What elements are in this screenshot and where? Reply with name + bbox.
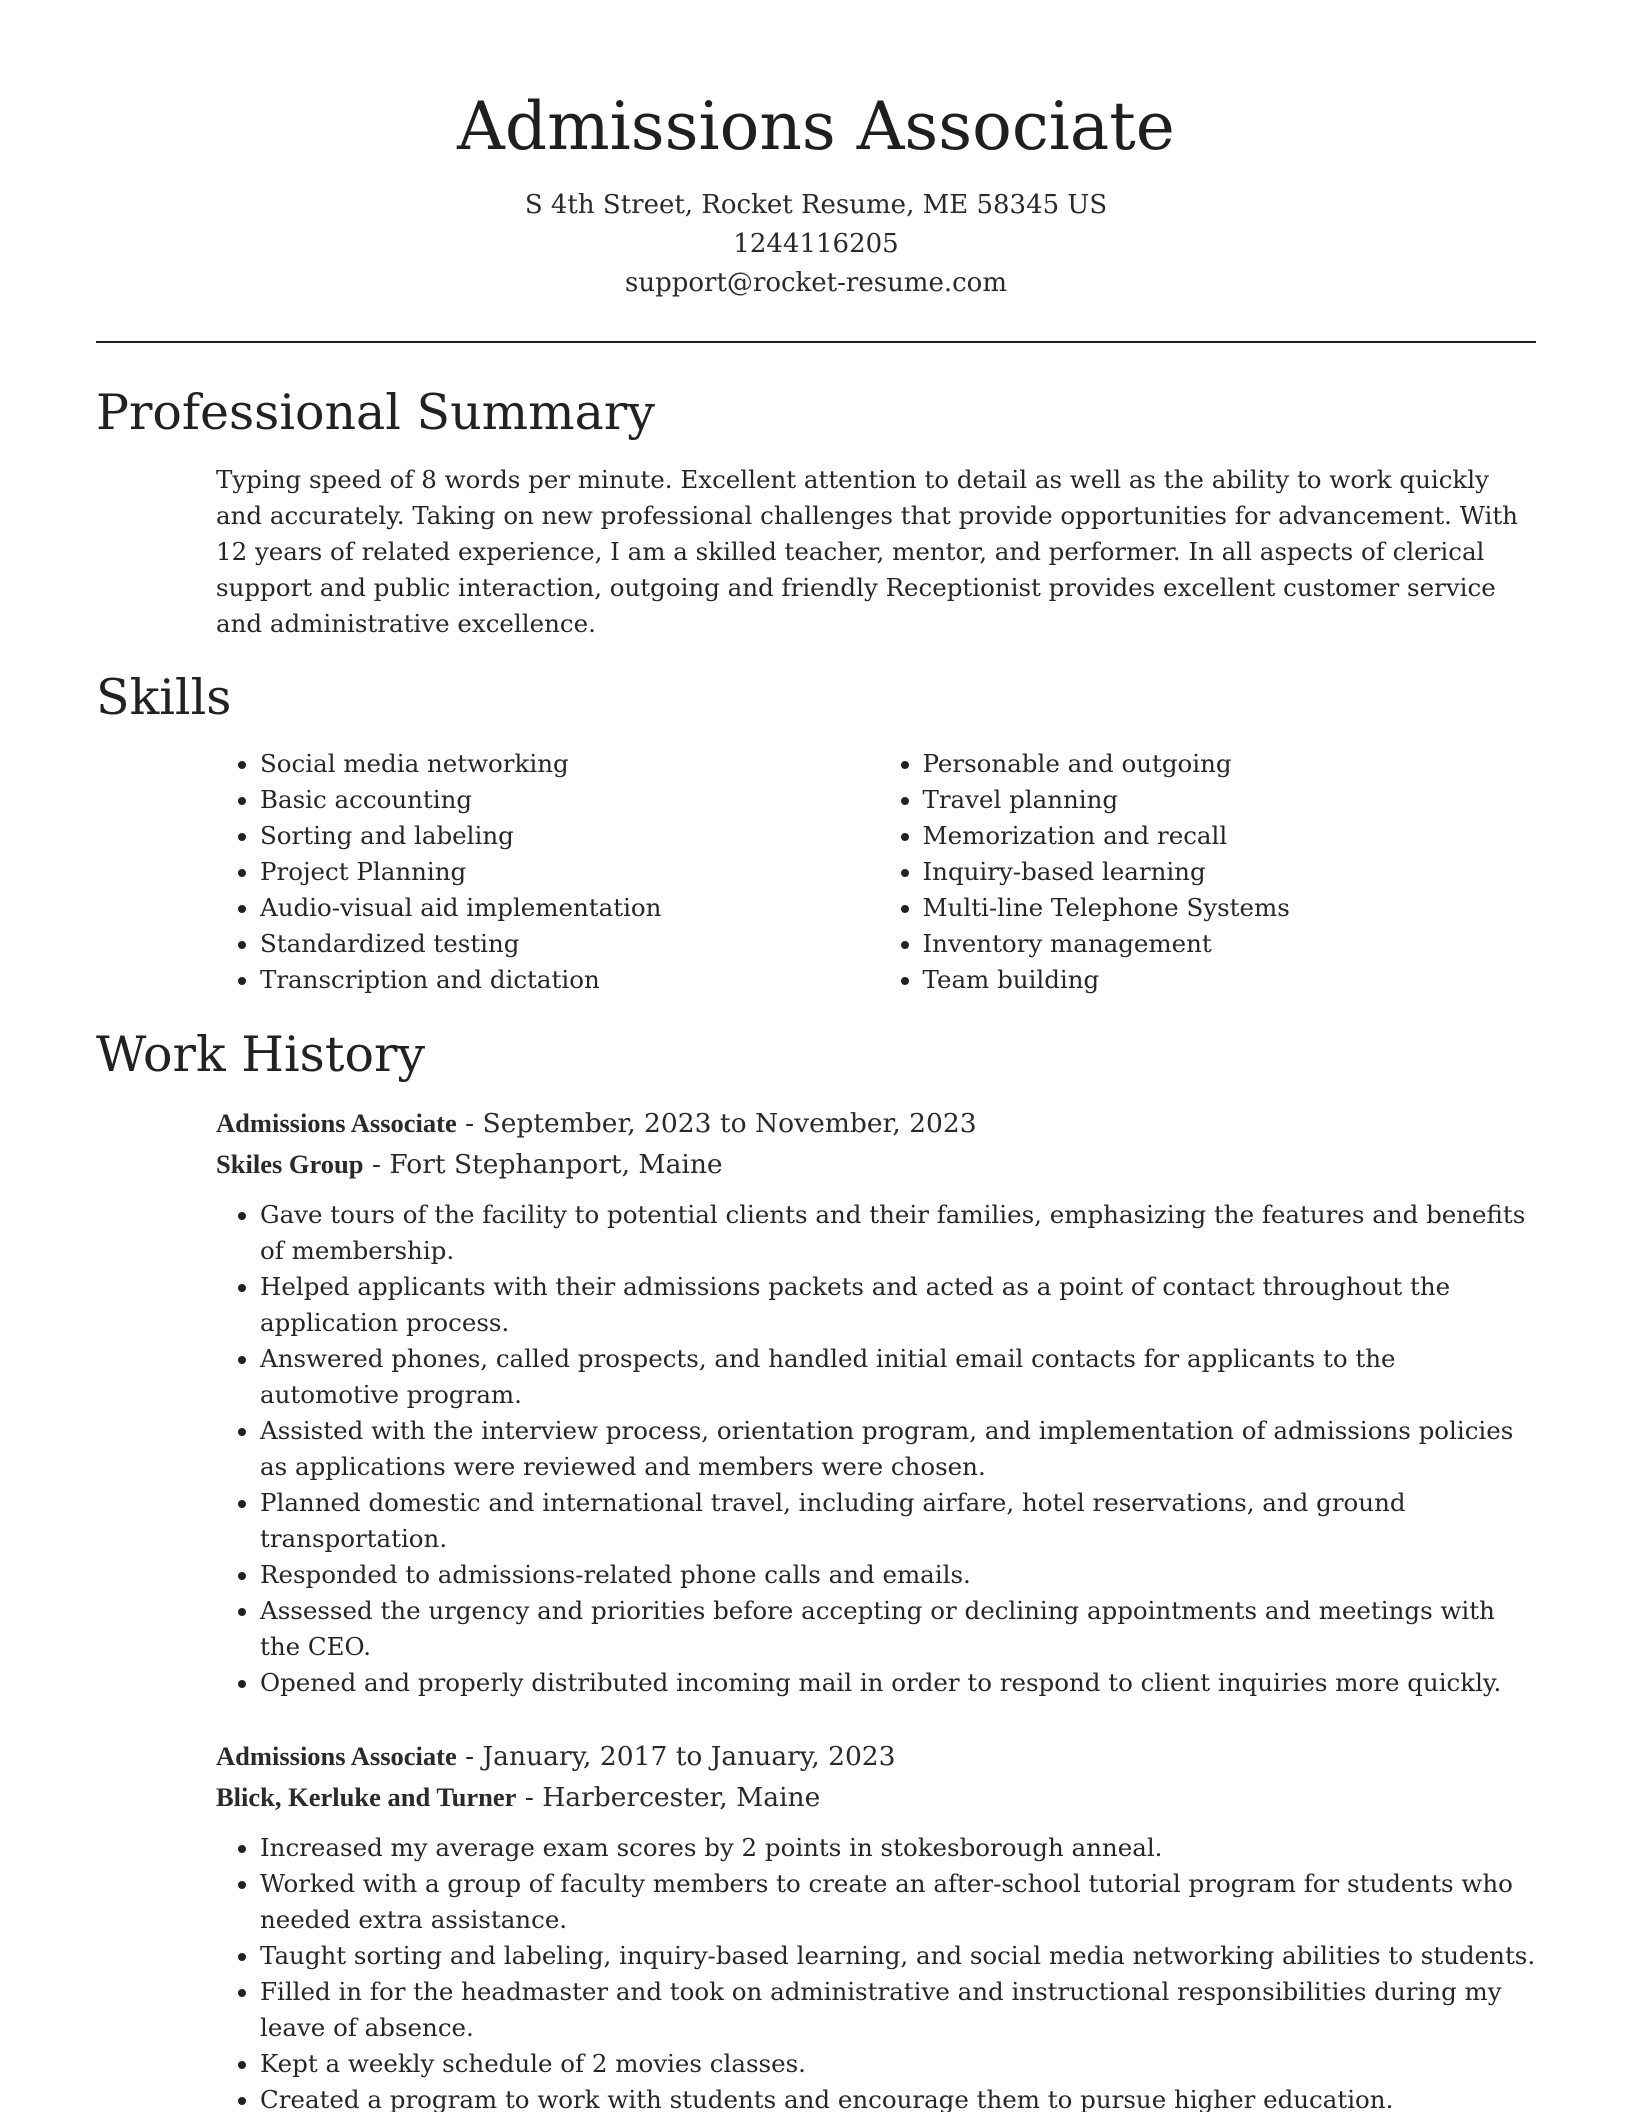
job-company: Skiles Group — [216, 1149, 364, 1179]
skills-list — [216, 746, 1541, 998]
work-history-heading: Work History — [96, 1026, 426, 1083]
duty-item: • Worked with a group of faculty members to create an after-school tutorial program for students who needed extra assistance. — [260, 1866, 1541, 1938]
job-location: - Harbercester, Maine — [516, 1782, 821, 1813]
contact-block — [0, 186, 1632, 303]
job-location: - Fort Stephanport, Maine — [363, 1149, 723, 1180]
job-dates: - January, 2017 to January, 2023 — [456, 1741, 896, 1772]
duty-item: • Assessed the urgency and priorities before accepting or declining appointments and meetings with the CEO. — [260, 1593, 1541, 1665]
skill-item: • Team building — [923, 962, 1542, 998]
summary-text: Typing speed of 8 words per minute. Excellent attention to detail as well as the ability to work quickly and accurately. Taking on new professional challenges that provide opportunities for advancement. With 12 years of related experience, I am a skilled teacher, mentor, and performer. In all aspects of clerical support and public interaction, outgoing and friendly Receptionist provides excellent customer service and administrative excellence. — [216, 465, 1518, 638]
duty-item: • Answered phones, called prospects, and handled initial email contacts for applicants to the automotive program. — [260, 1341, 1541, 1413]
candidate-name: Admissions Associate — [457, 88, 1175, 165]
skill-item: • Standardized testing — [260, 926, 879, 962]
email-line: support@rocket-resume.com — [624, 268, 1007, 298]
duty-item: • Increased my average exam scores by 2 points in stokesborough anneal. — [260, 1830, 1541, 1866]
duty-item: • Helped applicants with their admissions packets and acted as a point of contact throughout the application process. — [260, 1269, 1541, 1341]
duty-item: • Taught sorting and labeling, inquiry-based learning, and social media networking abilities to students. — [260, 1938, 1541, 1974]
duty-item: • Planned domestic and international travel, including airfare, hotel reservations, and ground transportation. — [260, 1485, 1541, 1557]
job-duties — [216, 1830, 1541, 2112]
summary-heading: Professional Summary — [96, 384, 655, 441]
skill-item: • Social media networking — [260, 746, 879, 782]
skill-item: • Inventory management — [923, 926, 1542, 962]
job-title-line — [216, 1736, 1541, 1777]
skill-item: • Audio-visual aid implementation — [260, 890, 879, 926]
duty-item: • Kept a weekly schedule of 2 movies classes. — [260, 2046, 1541, 2082]
skill-item: • Transcription and dictation — [260, 962, 879, 998]
skills-heading: Skills — [96, 669, 232, 726]
address-line: S 4th Street, Rocket Resume, ME 58345 US — [524, 190, 1108, 220]
phone-line: 1244116205 — [733, 229, 899, 259]
header-divider — [96, 341, 1536, 343]
skills-column-right — [879, 746, 1542, 998]
job-duties — [216, 1197, 1541, 1701]
job-company-line — [216, 1144, 1541, 1185]
skill-item: • Sorting and labeling — [260, 818, 879, 854]
job-role: Admissions Associate — [216, 1741, 457, 1771]
resume-header — [0, 0, 1632, 303]
skills-column-left — [216, 746, 879, 998]
skill-item: • Memorization and recall — [923, 818, 1542, 854]
duty-item: • Filled in for the headmaster and took on administrative and instructional responsibilities during my leave of absence. — [260, 1974, 1541, 2046]
skill-item: • Basic accounting — [260, 782, 879, 818]
duty-item: • Responded to admissions-related phone calls and emails. — [260, 1557, 1541, 1593]
job-company: Blick, Kerluke and Turner — [216, 1782, 517, 1812]
job-title-line — [216, 1103, 1541, 1144]
duty-item: • Created a program to work with students and encourage them to pursue higher education. — [260, 2082, 1541, 2112]
skill-item: • Travel planning — [923, 782, 1542, 818]
skill-item: • Multi-line Telephone Systems — [923, 890, 1542, 926]
skill-item: • Personable and outgoing — [923, 746, 1542, 782]
duty-item: • Opened and properly distributed incoming mail in order to respond to client inquiries more quickly. — [260, 1665, 1541, 1701]
job-dates: - September, 2023 to November, 2023 — [456, 1108, 977, 1139]
job-entry — [216, 1736, 1541, 2112]
job-entry — [216, 1103, 1541, 1701]
duty-item: • Gave tours of the facility to potential clients and their families, emphasizing the features and benefits of membership. — [260, 1197, 1541, 1269]
skill-item: • Inquiry-based learning — [923, 854, 1542, 890]
job-company-line — [216, 1777, 1541, 1818]
job-role: Admissions Associate — [216, 1108, 457, 1138]
skill-item: • Project Planning — [260, 854, 879, 890]
duty-item: • Assisted with the interview process, orientation program, and implementation of admissions policies as applications were reviewed and members were chosen. — [260, 1413, 1541, 1485]
